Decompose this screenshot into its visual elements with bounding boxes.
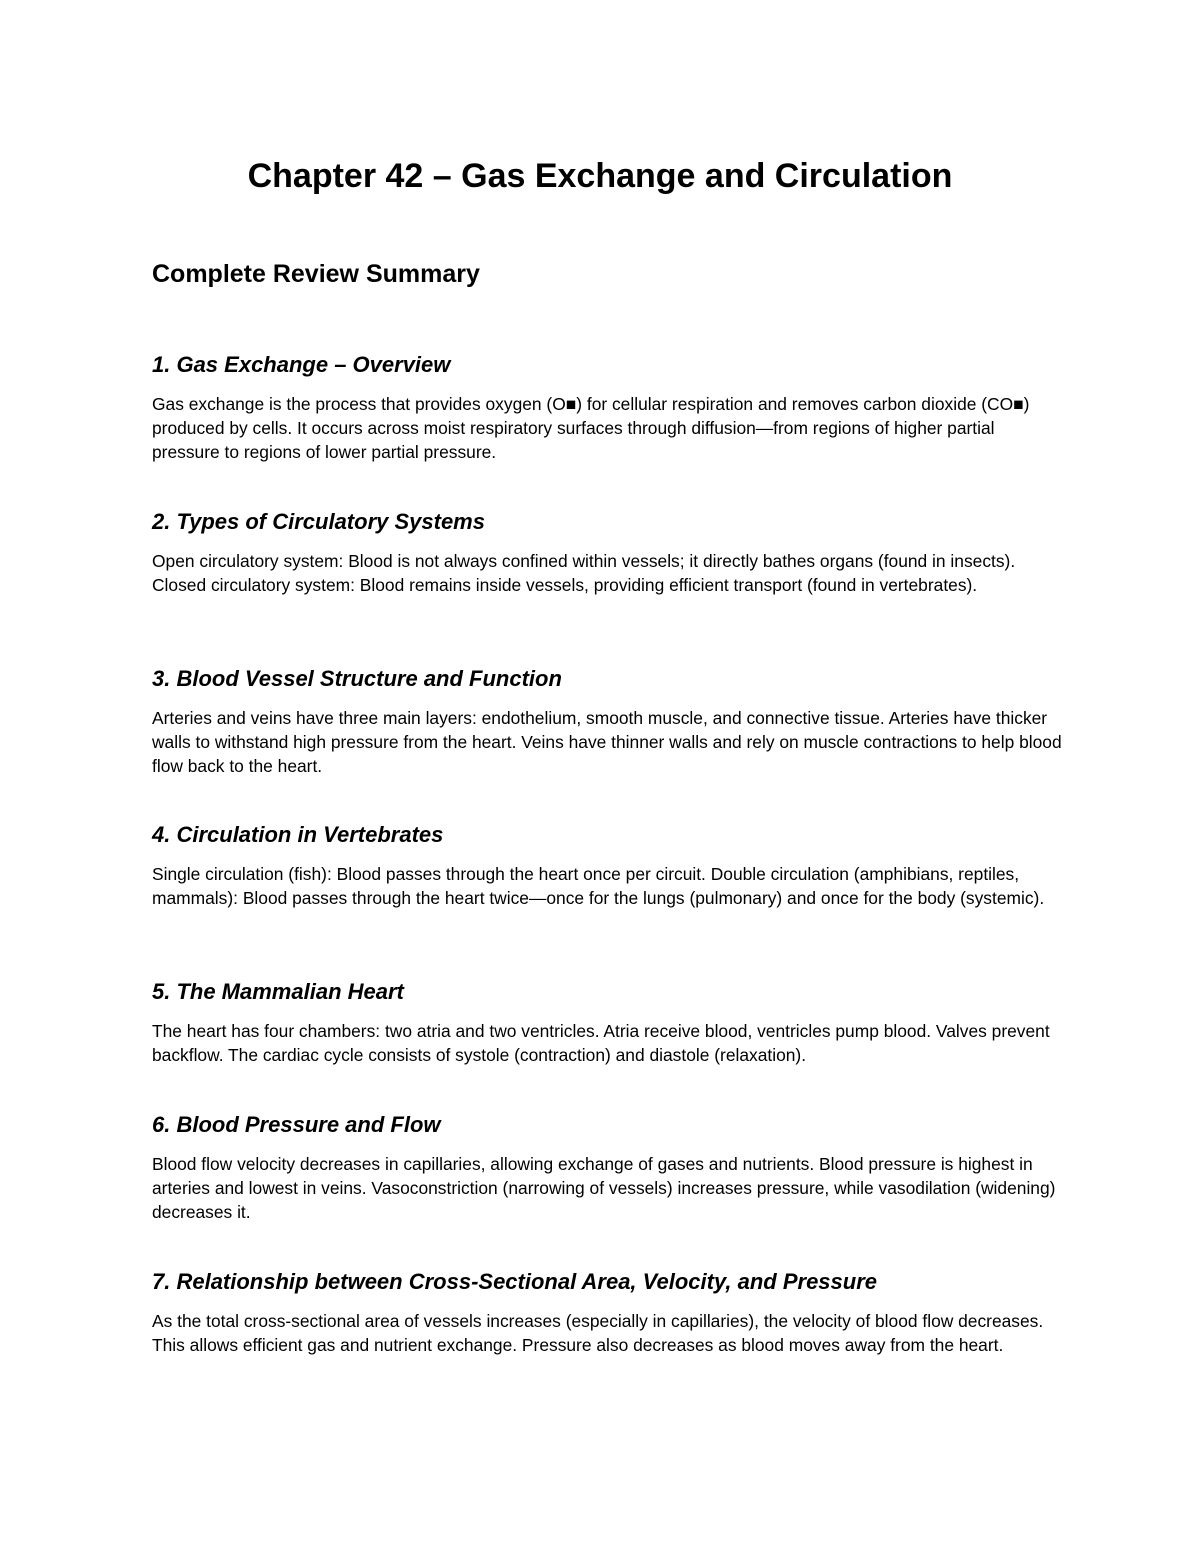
section-blood-vessel-structure (152, 664, 1062, 778)
section-mammalian-heart (152, 977, 1062, 1067)
section-body: The heart has four chambers: two atria and two ventricles. Atria receive blood, ventricles pump blood. Valves prevent backflow. The cardiac cycle consists of systole (contraction) and diastole (relaxation). (152, 1021, 1050, 1065)
section-heading: 2. Types of Circulatory Systems (152, 509, 485, 534)
section-body: Open circulatory system: Blood is not always confined within vessels; it directly bathes organs (found in insects). Closed circulatory system: Blood remains inside vessels, providing efficient transport (found in vertebrates). (152, 551, 1016, 595)
section-body: Single circulation (fish): Blood passes through the heart once per circuit. Double circulation (amphibians, reptiles, mammals): Blood passes through the heart twice—once for the lungs (pulmonary) and once for the body (systemic). (152, 864, 1045, 908)
section-heading: 4. Circulation in Vertebrates (152, 822, 444, 847)
section-circulation-in-vertebrates (152, 820, 1062, 910)
section-body: Gas exchange is the process that provides oxygen (O■) for cellular respiration and removes carbon dioxide (CO■) produced by cells. It occurs across moist respiratory surfaces through diffusion—from regions of higher partial pressure to regions of lower partial pressure. (152, 394, 1030, 462)
section-heading: 5. The Mammalian Heart (152, 979, 404, 1004)
section-gas-exchange-overview (152, 350, 1062, 464)
section-heading: 1. Gas Exchange – Overview (152, 352, 451, 377)
section-body: Arteries and veins have three main layers: endothelium, smooth muscle, and connective tissue. Arteries have thicker walls to withstand high pressure from the heart. Veins have thinner walls and rely on muscle contractions to help blood flow back to the heart. (152, 708, 1062, 776)
section-area-velocity-pressure (152, 1267, 1062, 1357)
section-blood-pressure-and-flow (152, 1110, 1062, 1224)
section-body: Blood flow velocity decreases in capillaries, allowing exchange of gases and nutrients. Blood pressure is highest in arteries and lowest in veins. Vasoconstriction (narrowing of vessels) increases pressure, while vasodilation (widening) decreases it. (152, 1154, 1056, 1222)
section-types-of-circulatory-systems (152, 507, 1062, 597)
page-title: Chapter 42 – Gas Exchange and Circulation (247, 157, 953, 195)
section-heading: 3. Blood Vessel Structure and Function (152, 666, 562, 691)
section-body: As the total cross-sectional area of vessels increases (especially in capillaries), the velocity of blood flow decreases. This allows efficient gas and nutrient exchange. Pressure also decreases as blood moves away from the heart. (152, 1311, 1044, 1355)
section-heading: 7. Relationship between Cross-Sectional Area, Velocity, and Pressure (152, 1269, 878, 1294)
section-heading: 6. Blood Pressure and Flow (152, 1112, 441, 1137)
page-subtitle: Complete Review Summary (152, 260, 480, 288)
